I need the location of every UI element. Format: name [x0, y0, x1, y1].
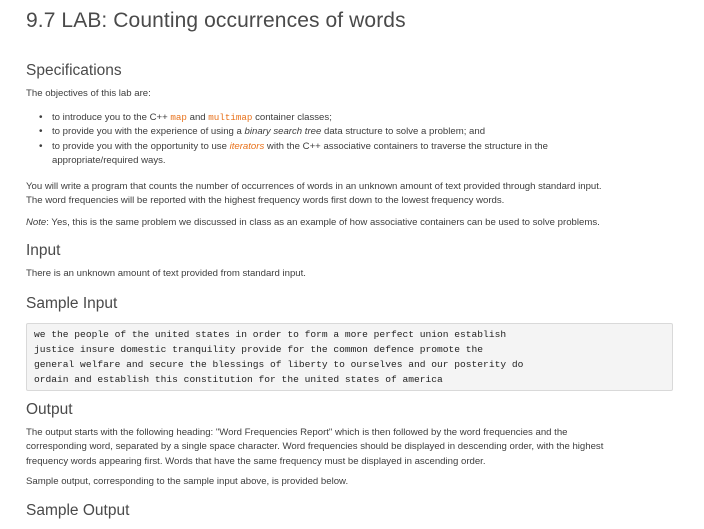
objective-item: • to provide you with the opportunity to use iterators with the C++ associative containers to traverse the structure in the appropriate/required ways. [52, 140, 672, 169]
page-title: 9.7 LAB: Counting occurrences of words [26, 9, 406, 32]
sample-input-heading: Sample Input [26, 294, 118, 312]
input-text: There is an unknown amount of text provided from standard input. [26, 268, 306, 279]
input-heading: Input [26, 242, 61, 259]
note-paragraph: Note: Yes, this is the same problem we discussed in class as an example of how associative containers can be used to solve problems. [26, 216, 600, 228]
multimap-code: multimap [208, 111, 253, 123]
objectives-list [26, 111, 672, 169]
objectives-intro: The objectives of this lab are: [26, 88, 151, 99]
objective-item: • to provide you with the experience of using a binary search tree data structure to solve a problem; and [52, 125, 672, 140]
note-label: Note [26, 216, 47, 228]
bst-italic: binary search tree [244, 126, 322, 137]
sample-input-code: we the people of the united states in order to form a more perfect union establish justice insure domestic tranquility provide for the common defence promote the general welfare and secure the blessings of liberty to ourselves and our posterity do ordain and establish this constitution for the united states of america [26, 323, 673, 391]
objective-item: • to introduce you to the C++ map and multimap container classes; [52, 111, 672, 126]
output-description: The output starts with the following heading: "Word Frequencies Report" which is then followed by the word frequencies and the corresponding word, separated by a single space character. Word frequencies should be displayed in descending order, with the highest frequency words appearing first. Words that have the same frequency must be displayed in ascending order. [26, 426, 604, 467]
map-code: map [170, 111, 187, 123]
iterators-link[interactable]: iterators [229, 140, 265, 152]
output-heading: Output [26, 400, 73, 418]
sample-output-intro: Sample output, corresponding to the sample input above, is provided below. [26, 476, 349, 487]
sample-output-heading: Sample Output [26, 501, 130, 519]
specifications-heading: Specifications [26, 62, 122, 79]
description-paragraph: You will write a program that counts the number of occurrences of words in an unknown amount of text provided through standard input. The word frequencies will be reported with the highest frequency words first down to the lowest frequency words. [26, 180, 602, 206]
